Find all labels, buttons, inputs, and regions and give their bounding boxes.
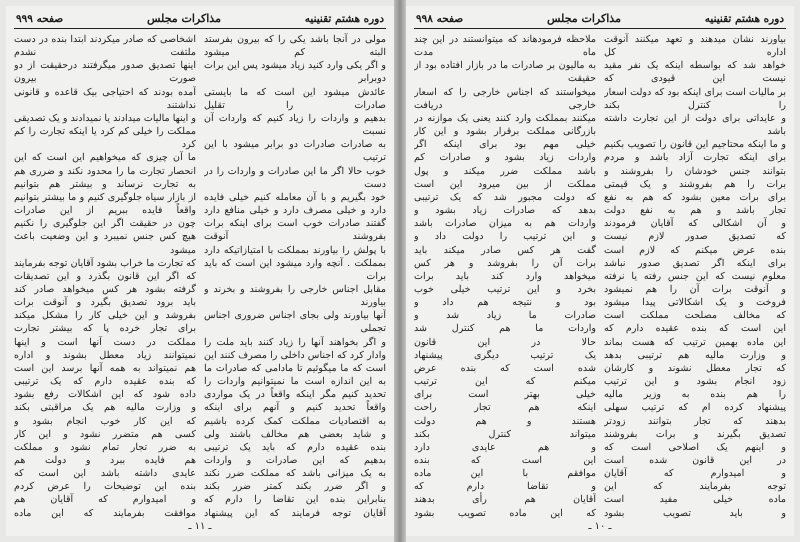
text-line: و اگر ضرر بکند کمتر ضرر بکند (204, 481, 386, 493)
left-page-column-right (204, 33, 386, 519)
text-line: فروخت و یک اشکالاتى پیدا میشود (604, 297, 786, 309)
right-page-title: مذاکرات مجلس (547, 12, 621, 25)
text-line: یک ترتیب دیگرى پیشنهاد (414, 349, 596, 361)
text-line: مملکت را خیلى کم کرد یا اینکه تجارت را کم کرد (14, 126, 196, 151)
text-line: باشد مملکت ضرر میکند و پول (414, 165, 596, 177)
text-line: گفت هر کس صادر میکند باید (414, 244, 596, 256)
text-line: که اگر این قانون بگذرد و این تصدیقات (14, 270, 196, 282)
text-line: واردات زیاد بشود و صادرات کم (414, 152, 596, 164)
text-line: میتواند کنترل بکند (414, 428, 596, 440)
text-line: و وزارت مالیه هم ترتیبى بدهد (604, 349, 786, 361)
text-line: میخواهد وارد کند باید برات (414, 270, 596, 282)
text-line: موافقم با این ماده (414, 468, 596, 480)
text-line: ماده خیلى مفید است (604, 494, 786, 506)
text-line: آمده بودند که احتیاجى بیک قاعده و قانونى نداشتند (14, 86, 196, 111)
text-line: خواهد شد که بواسطه اینکه یک نفر مقید نیست این قیودى که (604, 60, 786, 85)
text-line: موافقت بفرمایند که این ماده (14, 507, 196, 519)
right-page-header (414, 12, 786, 29)
text-line: از بازار سیاه جلوگیرى کنیم و ما بیشتر بتوانیم (14, 191, 196, 203)
text-line: که این کار خوب انجام بشود و (14, 415, 196, 427)
text-line: انحصار تجارت ما را محدود نکند و ضررى هم (14, 165, 196, 177)
text-line: نمیتوانند زیاد معطل بشوند و اداره (14, 349, 196, 361)
text-line: تحدید کنیم مگر اینکه واقعاً در یک مواردى (204, 389, 386, 401)
right-page-column-right (604, 33, 786, 519)
text-line: صادرات ما زیاد شد و (414, 310, 596, 322)
text-line: شده است که بنده عرض (414, 362, 596, 374)
text-line: که مخالف مصلحت مملکت است (604, 310, 786, 322)
text-line: و این ترتیب را دولت داد و (414, 231, 596, 243)
text-line: که دولت مجبور شد که یک ترتیبى (414, 191, 596, 203)
text-line: میخواستند که اجناس خارجى را که اسعار خارجى دریافت (414, 86, 596, 111)
text-line: اینها تصدیق صدور میگرفتند درحقیقت از دو صورت بیرون (14, 60, 196, 85)
text-line: عائدش میشود این است که ما بایستى صادرات را تقلیل (204, 86, 386, 111)
text-line: و اینهم یک اصلاحى است که (604, 441, 786, 453)
text-line: و تقاضا دارم که (414, 481, 596, 493)
text-line: و امیدوارم که آقایان هم (14, 494, 196, 506)
text-line: است که ما میگوئیم تا مادامى که صادرات ما (204, 362, 386, 374)
text-line: و آن اشکالى که آقایان فرمودند (604, 218, 786, 230)
text-line: به این اندازه است ما نمیتوانیم واردات را (204, 376, 386, 388)
text-line: بر مالیات است برای اینکه بود که دولت اسعار را کنترل بکند (604, 86, 786, 111)
text-line: داده شود که این اشکالات رفع بشود (14, 389, 196, 401)
text-line: بنابراین بنده این تقاضا را دارم که (204, 494, 386, 506)
text-line: تجار باشد و هم به نفع دولت (604, 205, 786, 217)
text-line: بود و نتیجه هم داد و (414, 297, 596, 309)
text-line: این است که بنده عقیده دارم که (604, 323, 786, 335)
text-line: بنده عقیده دارم که باید یک ترتیبى (204, 441, 386, 453)
text-line: اینکه هم تجار راحت (414, 402, 596, 414)
left-page-footer: ـ ۱۱ ـ (188, 521, 212, 532)
text-line: بمملکت . آنچه وارد میشود این است که باید برات (204, 257, 386, 282)
text-line: خیلى مهم بود براى اینکه اگر (414, 139, 596, 151)
text-line: که بنده عقیده دارم که یک ترتیبى (14, 376, 196, 388)
text-line: که تجار معطل نشوند و کارشان (604, 362, 786, 374)
right-page-number: صفحه ۹۹۸ (416, 13, 464, 25)
text-line: و وزارت مالیه هم یک مراقبتى بکند (14, 402, 196, 414)
left-page-column-left (14, 33, 196, 519)
text-line: واقعاً فایده ببریم از این صادرات (14, 205, 196, 217)
text-line: بتوانند جنس خودشان را بفروشند و (604, 165, 786, 177)
text-line: و شاید بعضى هم مخالف باشند ولى (204, 428, 386, 440)
text-line: مقابل اجناس خارجى را بفروشند و بخرند و بیاورند (204, 283, 386, 309)
text-line: مملکت در دست آنها است و اینها (14, 336, 196, 348)
text-line: بخرد و این ترتیب خیلى خوب (414, 283, 596, 295)
left-page-session: دوره هشتم تقنینیه (304, 13, 384, 25)
text-line: وادار کرد که اجناس داخلى را مصرف کنند این (204, 349, 386, 361)
text-line: به یک میزانى باشد که مملکت ضرر نکند (204, 468, 386, 480)
text-line: مولى در آنجا باشد یکى را که بیرون بفرستد البته کم میشود (204, 34, 386, 59)
text-line: واردات ما هم کنترل شد (414, 323, 596, 335)
text-line: آنها بیاورند ولى بجاى اجناس ضرورى اجناس تجملى (204, 310, 386, 335)
left-page-title: مذاکرات مجلس (147, 12, 221, 25)
text-line: آقایان توجه فرمایند که این پیشنهاد (204, 507, 386, 519)
text-line: ملاحظه فرمودهاند که میتوانستند در این چند ماه مدت (414, 34, 596, 59)
text-line: گفتند صادرات خوب است براى اینکه برات بفروشند آنوقت (204, 218, 386, 243)
text-line: براى تجار خرده پا که بیشتر تجارت (14, 323, 196, 335)
text-line: به تجارت نرساند و بیشتر هم بتوانیم (14, 178, 196, 190)
text-line: واردات هم به میزان صادرات باشد (414, 218, 596, 230)
text-line: براى اینکه تجارت آزاد باشد و مردم (604, 152, 786, 164)
text-line: زود انجام بشود و این ترتیب (604, 376, 786, 388)
text-line: و ما اینکه محتاجیم این قانون را تصویب بکنیم (604, 139, 786, 151)
text-line: هم نمیتواند به همه آنها برسد این است (14, 362, 196, 374)
right-page-footer: ـ ۱۰ ـ (588, 521, 612, 532)
text-line: در این قانون شده است (604, 455, 786, 466)
left-page-body (14, 33, 386, 519)
text-line: و اینها مالیات میدادند یا نمیدادند و یک تصدیقى (14, 112, 196, 124)
text-line: چون در حقیقت اگر این جلوگیرى را نکنیم (14, 218, 196, 230)
text-line: بدهیم که این صادرات و واردات (204, 455, 386, 466)
text-line: و امیدوارم که آقایان (604, 468, 786, 480)
text-line: را هم بنده به وزیر مالیه (604, 389, 786, 401)
text-line: براى اینکه اگر تصدیق صدور نباشد (604, 257, 786, 269)
text-line: به صادرات صادرات دو برابر میشود با این ترتیب (204, 139, 386, 164)
text-line: بدهد که صادرات زیاد بشود و (414, 205, 596, 217)
left-page (6, 6, 394, 536)
text-line: آقایان هم رأى بدهند (414, 494, 596, 506)
text-line: باید برود تصدیق بگیرد و آنوقت برات (14, 297, 196, 309)
left-page-header (14, 12, 386, 29)
text-line: بیاورند نشان میدهند و تعهد میکنند آنوقت اداره کل (604, 34, 786, 59)
text-line: برات آن را بفروشد و هر کس (414, 257, 596, 269)
text-line: و اگر بخواهند آنها را زیاد کنند باید ملت را (204, 336, 386, 348)
text-line: که تصدیق صدور لازم نیست (604, 231, 786, 243)
text-line: و باید تصویب بشود (604, 507, 786, 519)
text-line: میکنم که این ترتیب (414, 376, 596, 388)
text-line: و اگر یکى وارد کنید زیاد میشود پس این برات دوبرابر (204, 60, 386, 85)
text-line: پیشنهاد کرده ام که ترتیب سهلى (604, 402, 786, 414)
text-line: هم فایده ببرد و دولت هم (14, 455, 196, 466)
text-line: و هم عایدى دارد (414, 441, 596, 453)
text-line: خوب حالا اگر ما این صادرات و واردات را در دست (204, 165, 386, 190)
text-line: ما آن چیزى که میخواهیم این است که این (14, 152, 196, 164)
text-line: این ماده بهمین ترتیب که هست بماند (604, 336, 786, 348)
right-page-column-left (414, 33, 596, 519)
text-line: واقعاً تحدید کنیم و آنهم براى اینکه (204, 402, 386, 414)
text-line: به ضرر تجار تمام نشود و مملکت (14, 441, 196, 453)
text-line: و آنوقت برات آن را هم نمیشود (604, 283, 786, 295)
text-line: گرفته بشود هر کس میخواهد صادر کند (14, 283, 196, 295)
text-line: حالا در این قانون (414, 336, 596, 348)
text-line: بنده این توضیحات را عرض کردم (14, 481, 196, 493)
text-line: بنده عرض میکنم که لازم است (604, 244, 786, 256)
text-line: توجه بفرمایند که این (604, 481, 786, 493)
text-line: با پولش را بیاورند بمملکت با امتیازاتیکه دارد (204, 244, 386, 256)
text-line: هیچ کس جنس نمیبرد و این وضعیت باعث میشود (14, 231, 196, 256)
text-line: بدهند که تجار بتوانند زودتر (604, 415, 786, 427)
text-line: خود بگیریم و با آن معامله کنیم خیلى فایده (204, 191, 386, 203)
text-line: که تجارت ما خراب بشود آقایان توجه بفرمایند (14, 257, 196, 269)
text-line: بفروشد و این خیلى کار را مشکل میکند (14, 310, 196, 322)
right-page (406, 6, 794, 536)
book-gutter (394, 0, 406, 542)
text-line: و عایداتى براى دولت از این تجارت داشته باشد (604, 112, 786, 138)
text-line: هستند و هم دولت (414, 415, 596, 427)
text-line: به اقتصادیات مملکت کمک کرده باشیم (204, 415, 386, 427)
left-page-number: صفحه ۹۹۹ (16, 13, 64, 25)
text-line: میکنند بمملکت وارد کنند یعنى یک موازنه در (414, 112, 596, 124)
text-line: عایدى داشته باشد این است که (14, 468, 196, 480)
text-line: براى برات معین بشود که هم به نفع (604, 191, 786, 203)
text-line: کسى هم متضرر نشود و این کار (14, 428, 196, 440)
text-line: به مالیون بر صادرات ما در بازار افتاده بود از حقیقت (414, 60, 596, 85)
right-page-session: دوره هشتم تقنینیه (704, 13, 784, 25)
text-line: دارد و خیلى مصرف دارد و خیلى منافع دارد (204, 205, 386, 217)
right-page-body (414, 33, 786, 519)
text-line: بدهیم و واردات را زیاد کنیم که واردات آن نسبت (204, 112, 386, 138)
text-line: خیلى بهتر است براى (414, 389, 596, 401)
text-line: برات را هم بفروشند و یک قیمتى (604, 178, 786, 190)
text-line: اشخاصى که صادر میکردند ابتدا بنده در دست ملتفت نشدم (14, 34, 196, 59)
text-line: مملکت از بین میرود این است (414, 178, 596, 190)
text-line: معلوم نیست که این جنس رفته یا نرفته (604, 270, 786, 282)
text-line: که این ماده تصویب بشود (414, 507, 596, 519)
text-line: این است که بنده (414, 455, 596, 466)
text-line: بازرگانى مملکت برقرار بشود و این کار (414, 126, 596, 138)
text-line: تصدیق بگیرند و برات بفروشند (604, 428, 786, 440)
